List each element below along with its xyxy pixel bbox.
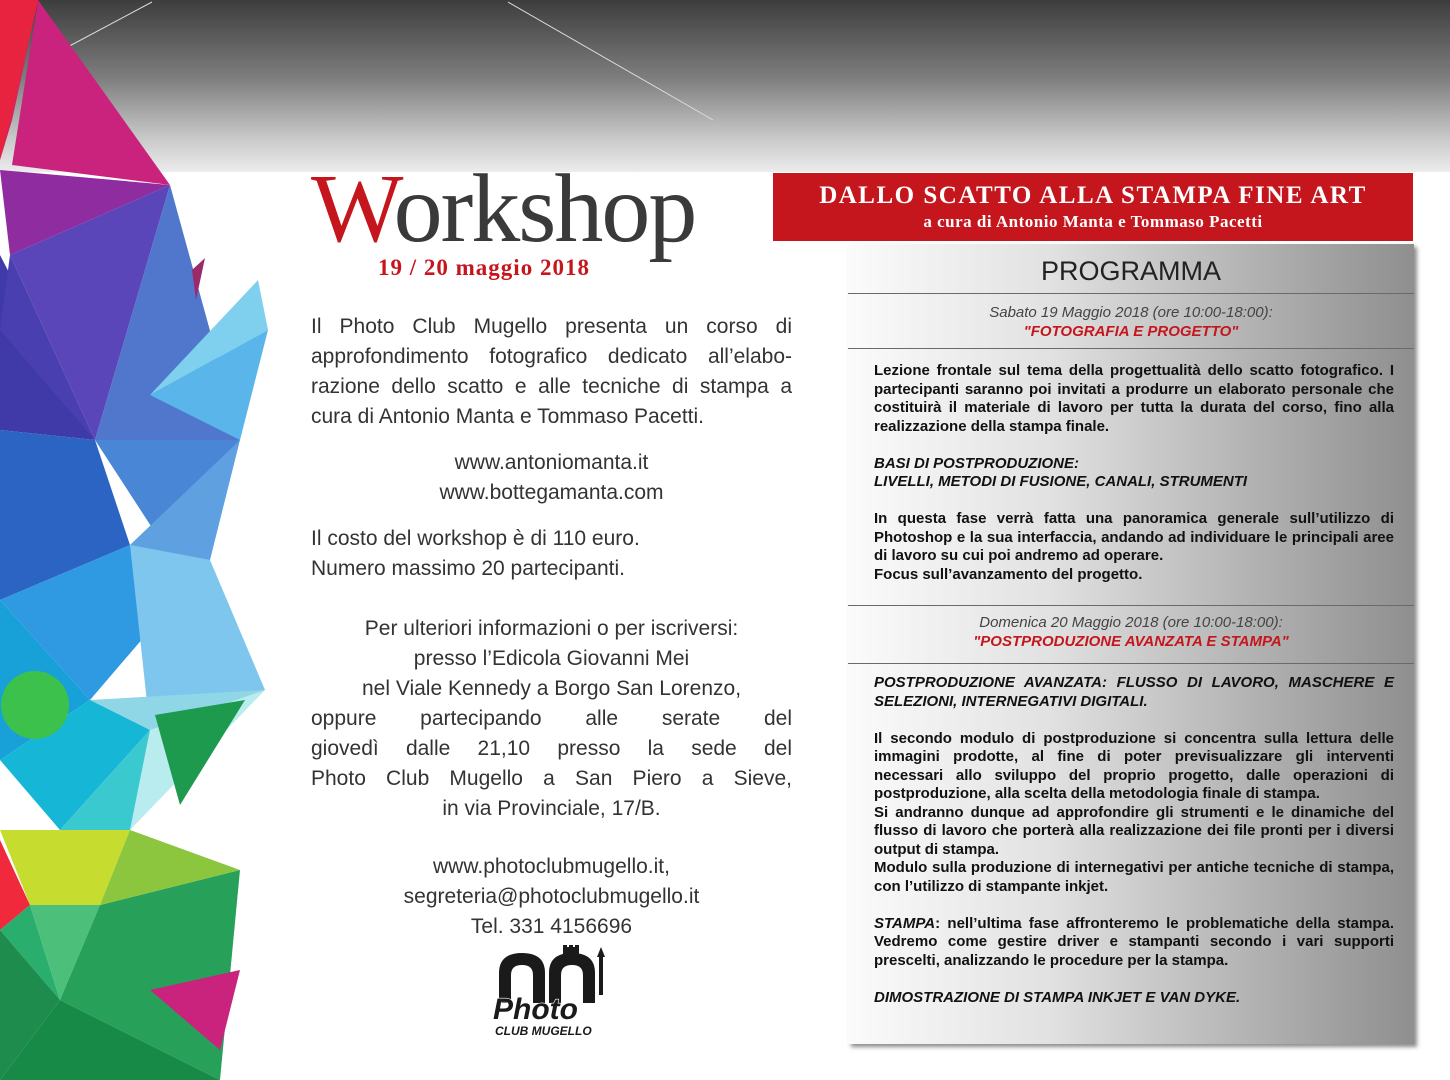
program-panel xyxy=(848,244,1414,1044)
day1-body xyxy=(874,362,1394,584)
course-title-banner xyxy=(773,173,1413,241)
intro-paragraph: Il Photo Club Mugello presenta un corso di approfondimento fotografico dedicato all’elabo-razione dello scatto e alle tecniche di stampa a cura di Antonio Manta e Tommaso Pacetti. xyxy=(311,315,792,428)
divider xyxy=(848,348,1414,349)
photo-club-mugello-logo xyxy=(487,945,617,1040)
info-line-5: giovedì dalle 21,10 presso la sede del xyxy=(311,737,792,760)
website-bottegamanta[interactable]: www.bottegamanta.com xyxy=(439,481,664,504)
max-participants-text: Numero massimo 20 partecipanti. xyxy=(311,557,625,580)
day1-paragraph-1: Lezione frontale sul tema della progettualità dello scatto fotografico. I partecipanti saranno poi invitati a produrre un elaborato personale che costituirà il materiale di lavoro per tutta la durata del corso, fino alla realizzazione della stampa finale. xyxy=(874,362,1394,435)
day1-header xyxy=(848,303,1414,341)
divider xyxy=(848,293,1414,294)
info-line-2: presso l’Edicola Giovanni Mei xyxy=(413,647,690,670)
stampa-text: : nell’ultima fase affronteremo le problematiche della stampa. Vedremo come gestire driver e stampanti secondo i vari supporti prescelti, analizzando le procedure per la stampa. xyxy=(874,914,1394,969)
logo-subtitle: CLUB MUGELLO xyxy=(495,1024,592,1038)
day2-title: "POSTPRODUZIONE AVANZATA E STAMPA" xyxy=(973,633,1289,650)
divider xyxy=(848,605,1414,606)
day2-stampa-paragraph xyxy=(874,915,1394,971)
divider xyxy=(848,663,1414,664)
day1-subheading-1: BASI DI POSTPRODUZIONE: xyxy=(874,454,1080,472)
day1-paragraph-3: Focus sull’avanzamento del progetto. xyxy=(874,565,1143,583)
title-rest: orkshop xyxy=(393,155,696,263)
website-antoniomanta[interactable]: www.antoniomanta.it xyxy=(454,451,649,474)
day2-body xyxy=(874,674,1394,1007)
day2-subheading: POSTPRODUZIONE AVANZATA: FLUSSO DI LAVORO, MASCHERE E SELEZIONI, INTERNEGATIVI DIGITALI. xyxy=(874,674,1394,710)
stampa-label: STAMPA xyxy=(874,914,936,932)
program-heading: PROGRAMMA xyxy=(1040,256,1221,286)
day2-closing: DIMOSTRAZIONE DI STAMPA INKJET E VAN DYKE. xyxy=(874,988,1241,1006)
workshop-title xyxy=(311,155,696,263)
info-line-7: in via Provinciale, 17/B. xyxy=(442,797,661,820)
info-line-3: nel Viale Kennedy a Borgo San Lorenzo, xyxy=(361,677,742,700)
club-phone: Tel. 331 4156696 xyxy=(470,915,633,938)
club-website[interactable]: www.photoclubmugello.it, xyxy=(433,855,670,878)
day1-title: "FOTOGRAFIA E PROGETTO" xyxy=(1023,323,1239,340)
day1-subheading-2: LIVELLI, METODI DI FUSIONE, CANALI, STRUMENTI xyxy=(874,473,1248,490)
course-curators: a cura di Antonio Manta e Tommaso Pacetti xyxy=(923,212,1263,231)
workshop-date: 19 / 20 maggio 2018 xyxy=(378,255,590,280)
info-line-1: Per ulteriori informazioni o per iscriversi: xyxy=(364,617,739,640)
title-initial: W xyxy=(311,155,394,263)
day1-date: Sabato 19 Maggio 2018 (ore 10:00-18:00): xyxy=(989,304,1273,321)
day2-paragraph-1: Il secondo modulo di postproduzione si concentra sulla lettura delle immagini prodotte, al fine di poter previsualizzare gli interventi necessari allo sviluppo del proprio progetto, dalle operazioni di postproduzione, alla scelta della metodologia finale di stampa. xyxy=(874,729,1394,802)
info-line-6: Photo Club Mugello a San Piero a Sieve, xyxy=(311,767,792,790)
day2-date: Domenica 20 Maggio 2018 (ore 10:00-18:00): xyxy=(979,614,1283,631)
logo-word: Photo xyxy=(493,993,578,1026)
day2-header xyxy=(848,613,1414,651)
club-email[interactable]: segreteria@photoclubmugello.it xyxy=(403,885,700,908)
course-title: DALLO SCATTO ALLA STAMPA FINE ART xyxy=(819,182,1367,209)
day2-paragraph-3: Modulo sulla produzione di internegativi per antiche tecniche di stampa, con l’utilizzo di stampante inkjet. xyxy=(874,859,1394,895)
info-line-4: oppure partecipando alle serate del xyxy=(311,707,792,730)
day2-paragraph-2: Si andranno dunque ad approfondire gli strumenti e le dinamiche del flusso di lavoro che porterà alla realizzazione dei file pronti per i diversi output di stampa. xyxy=(874,803,1394,858)
day1-paragraph-2: In questa fase verrà fatta una panoramica generale sull’utilizzo di Photoshop e la sua interfaccia, andando ad individuare le principali aree di lavoro su cui poi andremo ad operare. xyxy=(874,510,1394,564)
cost-text: Il costo del workshop è di 110 euro. xyxy=(311,527,640,550)
